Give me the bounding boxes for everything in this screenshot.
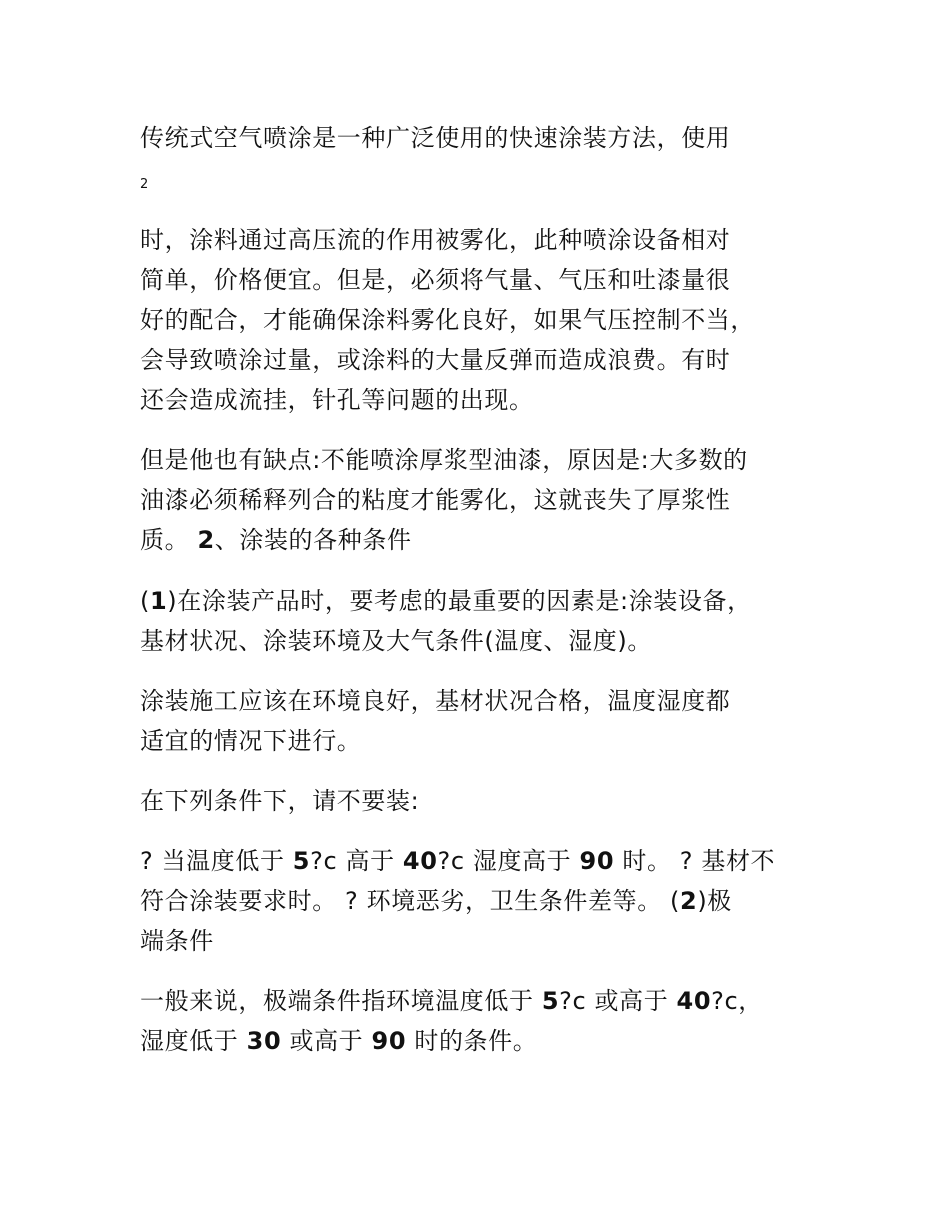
text-line: 油漆必须稀释列合的粘度才能雾化，这就丧失了厚浆性 xyxy=(140,486,731,514)
text-line: 基材状况、涂装环境及大气条件(温度、湿度)。 xyxy=(140,627,652,655)
text-line: (1)在涂装产品时，要考虑的最重要的因素是:涂装设备， xyxy=(140,587,752,615)
text-line: 传统式空气喷涂是一种广泛使用的快速涂装方法，使用 xyxy=(140,124,731,152)
text-line: 一般来说，极端条件指环境温度低于 5?c 或高于 40?c， xyxy=(140,987,763,1015)
text-line: 还会造成流挂，针孔等问题的出现。 xyxy=(140,386,534,414)
text-line: 端条件 xyxy=(140,927,214,955)
footnote-marker: 2 xyxy=(140,177,149,192)
text-line: 时，涂料通过高压流的作用被雾化，此种喷涂设备相对 xyxy=(140,226,731,254)
text-line: 会导致喷涂过量，或涂料的大量反弹而造成浪费。有时 xyxy=(140,346,731,374)
text-line: 好的配合，才能确保涂料雾化良好，如果气压控制不当， xyxy=(140,306,755,334)
text-line: 但是他也有缺点:不能喷涂厚浆型油漆，原因是:大多数的 xyxy=(140,446,748,474)
text-line: 质。 2、涂装的各种条件 xyxy=(140,526,412,554)
text-line: 湿度低于 30 或高于 90 时的条件。 xyxy=(140,1027,538,1055)
text-line: 符合涂装要求时。 ? 环境恶劣，卫生条件差等。 (2)极 xyxy=(140,887,732,915)
text-line: 适宜的情况下进行。 xyxy=(140,727,362,755)
text-line: 简单，价格便宜。但是，必须将气量、气压和吐漆量很 xyxy=(140,266,731,294)
text-line: ? 当温度低于 5?c 高于 40?c 湿度高于 90 时。 ? 基材不 xyxy=(140,847,776,875)
text-line: 在下列条件下，请不要装: xyxy=(140,787,420,815)
text-line: 涂装施工应该在环境良好，基材状况合格，温度湿度都 xyxy=(140,687,731,715)
